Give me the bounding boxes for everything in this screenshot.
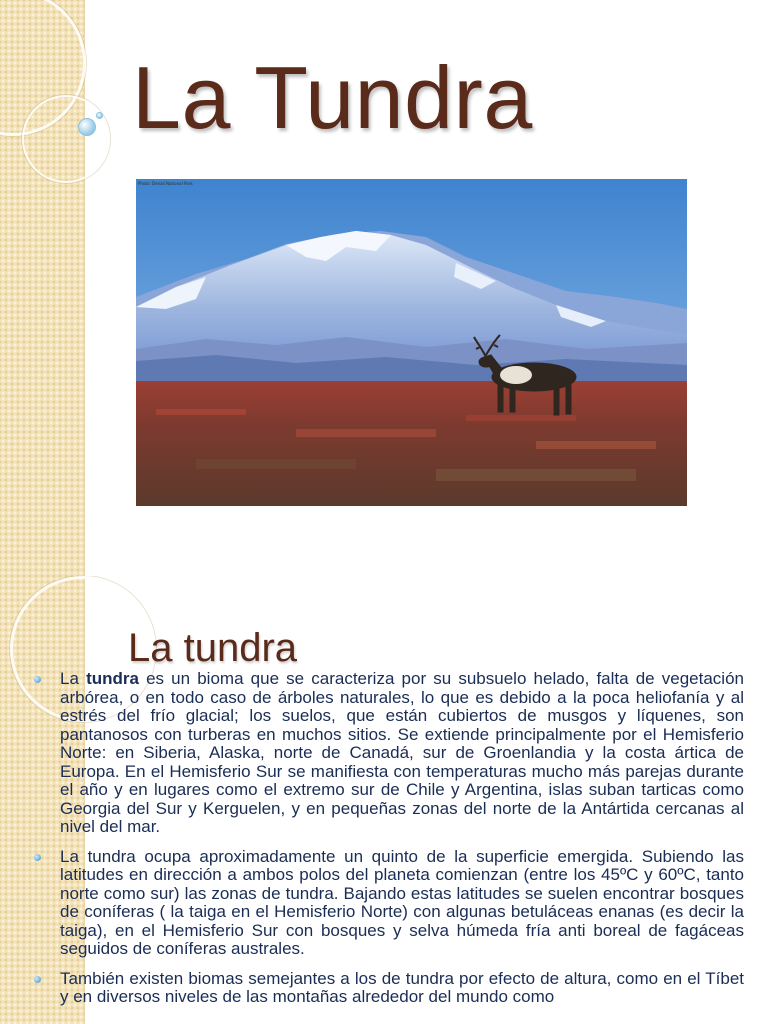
slide-heading: La tundra (128, 626, 298, 670)
bullet-text: También existen biomas semejantes a los de tundra por efecto de altura, como en el Tíbet y en diversos niveles de las montañas alrededor del mundo como (60, 968, 744, 1006)
list-item (32, 970, 744, 1007)
decorative-bubble-icon (78, 118, 96, 136)
decorative-left-band (0, 0, 85, 576)
photo-caption: Photo: Denali National Park (138, 181, 193, 186)
slide-title-text: La Tundra (132, 48, 533, 147)
decorative-bubble-icon (96, 112, 103, 119)
bullet-text: La tundra ocupa aproximadamente un quinto de la superficie emergida. Subiendo las latitudes en dirección a ambos polos del planeta comienzan (entre los 45ºC y 60ºC, tanto norte como sur) las zonas de tundra. Bajando estas latitudes se suelen encontrar bosques de coníferas ( la taiga en el Hemisferio Norte) con algunas betuláceas enanas (es decir la taiga), en el Hemisferio Sur con bosques y selva húmeda fría anti boreal de fagáceas seguidos de coníferas australes. (60, 846, 744, 958)
slide-content (0, 576, 768, 1024)
list-item (32, 848, 744, 959)
bullet-lead-text: La (60, 669, 87, 688)
bullet-bold-term: tundra (86, 669, 139, 688)
list-item (32, 670, 744, 837)
tundra-photo (136, 179, 687, 506)
bullet-list (32, 670, 744, 1018)
decorative-ring-icon (22, 95, 110, 183)
bullet-text: es un bioma que se caracteriza por su subsuelo helado, falta de vegetación arbórea, o en todo caso de árboles naturales, lo que es debido a la poca heliofanía y al estrés del frío glacial; los suelos, que están cubiertos de musgos y líquenes, son pantanosos con turberas en muchos sitios. Se extiende principalmente por el Hemisferio Norte: en Siberia, Alaska, norte de Canadá, sur de Groenlandia y la costa ártica de Europa. En el Hemisferio Sur se manifiesta con temperaturas mucho más parejas durante el año y en lugares como el extremo sur de Chile y Argentina, islas suban tarticas como Georgia del Sur y Kerguelen, y en pequeñas zonas del norte de la Antártida cercanas al nivel del mar. (60, 669, 744, 836)
